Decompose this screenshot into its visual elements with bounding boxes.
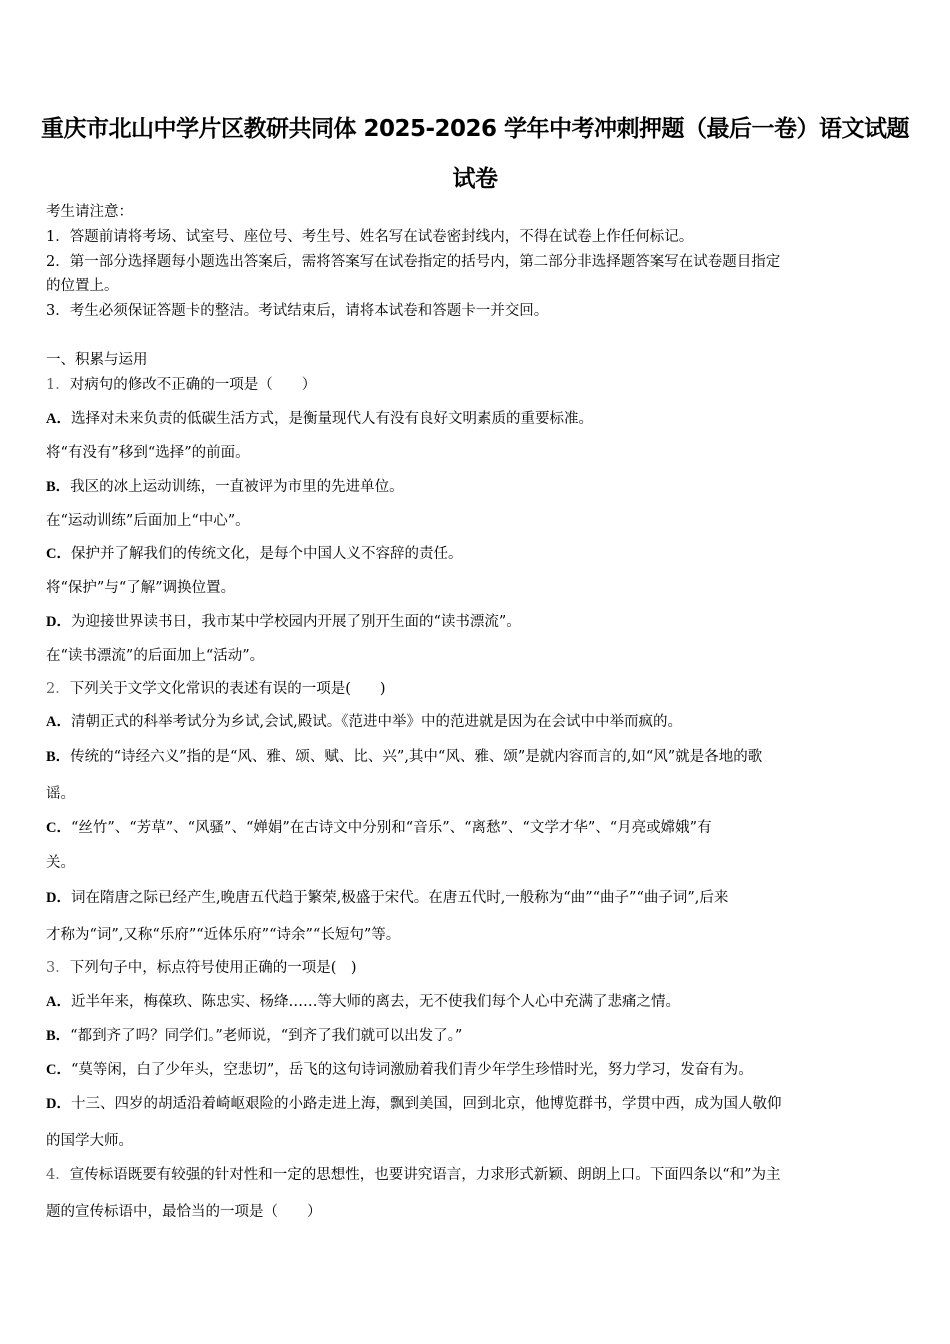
q3-option-d[interactable] xyxy=(46,1094,908,1114)
exam-title: 重庆市北山中学片区教研共同体 2025-2026 学年中考冲刺押题（最后一卷）语文试题 xyxy=(40,116,910,142)
q2-option-d-cont: 才称为“词”,又称“乐府”“近体乐府”“诗余”“长短句”等。 xyxy=(46,927,401,943)
q2-option-b-cont: 谣。 xyxy=(46,786,75,802)
option-letter: B． xyxy=(46,479,71,495)
q3-option-d-cont: 的国学大师。 xyxy=(46,1133,133,1149)
q3-option-b[interactable] xyxy=(46,1026,908,1046)
notice-heading: 考生请注意： xyxy=(46,204,133,220)
option-text: 为迎接世界读书日，我市某中学校园内开展了别开生面的“读书漂流”。 xyxy=(70,614,521,630)
option-letter: B． xyxy=(46,1028,71,1044)
q1-option-b-fix: 在“运动训练”后面加上“中心”。 xyxy=(46,513,250,529)
question-number: 2． xyxy=(46,681,70,697)
option-letter: A． xyxy=(46,714,71,730)
q1-option-c-fix: 将“保护”与“了解”调换位置。 xyxy=(46,580,236,596)
notice-item-3: 3．考生必须保证答题卡的整洁。考试结束后，请将本试卷和答题卡一并交回。 xyxy=(46,303,549,319)
option-text: 传统的“诗经六义”指的是“风、雅、颂、赋、比、兴”,其中“风、雅、颂”是就内容而言的,如“风”就是各地的歌 xyxy=(70,749,763,765)
q2-option-b[interactable] xyxy=(46,747,908,767)
option-letter: C． xyxy=(46,1062,71,1078)
option-text: 近半年来，梅葆玖、陈忠实、杨绛……等大师的离去，无不使我们每个人心中充满了悲痛之情。 xyxy=(70,994,680,1010)
q2-option-d[interactable] xyxy=(46,888,908,908)
question-text: 下列句子中，标点符号使用正确的一项是( ) xyxy=(69,960,357,976)
q2-option-c-cont: 关。 xyxy=(46,855,75,871)
exam-title-line2: 试卷 xyxy=(452,166,498,192)
question-number: 4． xyxy=(46,1167,70,1183)
option-text: “丝竹”、“芳草”、“风骚”、“婵娟”在古诗文中分别和“音乐”、“离愁”、“文学才华”、“月亮或嫦娥”有 xyxy=(70,820,712,836)
option-letter: D． xyxy=(46,614,71,630)
q2-option-c[interactable] xyxy=(46,818,908,838)
option-letter: D． xyxy=(46,1096,71,1112)
section-heading: 一、积累与运用 xyxy=(46,352,148,368)
q1-option-d-fix: 在“读书漂流”的后面加上“活动”。 xyxy=(46,648,265,664)
option-text: 词在隋唐之际已经产生,晚唐五代趋于繁荣,极盛于宋代。在唐五代时,一般称为“曲”“曲子”“曲子词”,后来 xyxy=(70,890,729,906)
option-letter: A． xyxy=(46,994,71,1010)
option-letter: A． xyxy=(46,411,71,427)
question-number: 1． xyxy=(46,377,70,393)
question-4-stem-cont: 题的宣传标语中，最恰当的一项是（ ） xyxy=(46,1204,322,1220)
q1-option-c[interactable] xyxy=(46,544,908,564)
option-letter: B． xyxy=(46,749,71,765)
question-2-stem xyxy=(46,679,908,699)
question-1-stem xyxy=(46,375,908,395)
option-letter: C． xyxy=(46,546,71,562)
option-text: “都到齐了吗？同学们。”老师说，“到齐了我们就可以出发了。” xyxy=(70,1028,463,1044)
option-text: 十三、四岁的胡适沿着崎岖艰险的小路走进上海，飘到美国，回到北京，他博览群书，学贯中西，成为国人敬仰 xyxy=(70,1096,782,1112)
question-text: 宣传标语既要有较强的针对性和一定的思想性，也要讲究语言，力求形式新颖、朗朗上口。下面四条以“和”为主 xyxy=(69,1167,781,1183)
q1-option-d[interactable] xyxy=(46,612,908,632)
notice-item-1: 1．答题前请将考场、试室号、座位号、考生号、姓名写在试卷密封线内，不得在试卷上作任何标记。 xyxy=(46,229,694,245)
q2-option-a[interactable] xyxy=(46,712,908,732)
q3-option-a[interactable] xyxy=(46,992,908,1012)
q1-option-a[interactable] xyxy=(46,409,908,429)
question-number: 3． xyxy=(46,960,70,976)
option-text: 我区的冰上运动训练，一直被评为市里的先进单位。 xyxy=(70,479,404,495)
question-4-stem xyxy=(46,1165,908,1185)
option-text: 清朝正式的科举考试分为乡试,会试,殿试。《范进中举》中的范进就是因为在会试中中举而疯的。 xyxy=(70,714,682,730)
question-text: 对病句的修改不正确的一项是（ ） xyxy=(69,377,317,393)
option-letter: C． xyxy=(46,820,71,836)
notice-item-2: 2．第一部分选择题每小题选出答案后，需将答案写在试卷指定的括号内，第二部分非选择题答案写在试卷题目指定 xyxy=(46,254,781,270)
option-text: “莫等闲，白了少年头，空悲切”，岳飞的这句诗词激励着我们青少年学生珍惜时光，努力学习，发奋有为。 xyxy=(70,1062,753,1078)
q1-option-b[interactable] xyxy=(46,477,908,497)
question-text: 下列关于文学文化常识的表述有误的一项是( ) xyxy=(69,681,386,697)
option-text: 选择对未来负责的低碳生活方式，是衡量现代人有没有良好文明素质的重要标准。 xyxy=(70,411,593,427)
q1-option-a-fix: 将“有没有”移到“选择”的前面。 xyxy=(46,445,250,461)
q3-option-c[interactable] xyxy=(46,1060,908,1080)
question-3-stem xyxy=(46,958,908,978)
notice-item-2-cont: 的位置上。 xyxy=(46,278,119,294)
option-letter: D． xyxy=(46,890,71,906)
option-text: 保护并了解我们的传统文化，是每个中国人义不容辞的责任。 xyxy=(70,546,463,562)
